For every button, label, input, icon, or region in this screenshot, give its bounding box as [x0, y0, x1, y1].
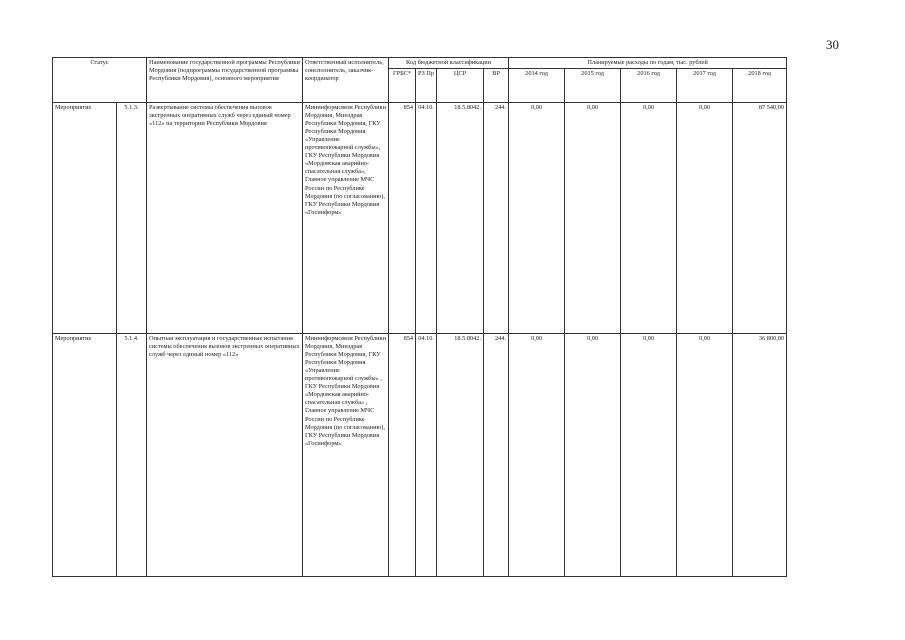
row-responsible: Мининформсвязи Республики Мордовия, Минздрав Республики Мордовия, ГКУ Республики Мордовия «Управление противопожарной службы» , ГКУ Республики Мордовия «Мордовская аварийно-спасательная служба» , Главное управление МЧС России по Республике Мордовия (по согласованию), ГКУ Республики Мордовия «Госинформ» [303, 334, 389, 577]
row-rz: 04.10. [416, 334, 437, 577]
header-year-2018: 2018 год [733, 69, 787, 103]
row-vr: 244. [484, 103, 509, 334]
row-value-2017: 0,00 [677, 103, 733, 334]
page-number: 30 [826, 37, 839, 52]
header-planned: Планируемые расходы по годам, тыс. рублей [509, 58, 787, 69]
header-budget-code: Код бюджетной классификации [389, 58, 509, 69]
row-vr: 244. [484, 334, 509, 577]
row-value-2015: 0,00 [565, 103, 621, 334]
header-vr: ВР [484, 69, 509, 103]
header-rz: РЗ Пр [416, 69, 437, 103]
row-value-2014: 0,00 [509, 103, 565, 334]
header-name: Наименование государственной программы Республики Мордовия (подпрограммы государственной программы Республики Мордовия), основного мероприятия [147, 58, 303, 103]
header-responsible: Ответственный исполнитель, соисполнитель, заказчик-координатор [303, 58, 389, 103]
row-value-2016: 0,00 [621, 334, 677, 577]
row-grbs: 854 [389, 103, 416, 334]
row-grbs: 854 [389, 334, 416, 577]
row-responsible: Мининформсвязи Республики Мордовия, Минздрав Республики Мордовия, ГКУ Республики Мордовия «Управление противопожарной службы», ГКУ Республики Мордовия «Мордовская аварийно-спасательная служба», Главное управление МЧС России по Республике Мордовия (по согласованию), ГКУ Республики Мордовия «Госинформ» [303, 103, 389, 334]
row-number: 5.1.4. [117, 334, 147, 577]
row-number: 5.1.3. [117, 103, 147, 334]
header-status: Статус [53, 58, 147, 103]
header-grbs: ГРБС* [389, 69, 416, 103]
budget-table [52, 57, 787, 577]
row-value-2018: 36 800,00 [733, 334, 787, 577]
row-csr: 18.5.8042. [437, 334, 484, 577]
header-csr: ЦСР [437, 69, 484, 103]
row-value-2016: 0,00 [621, 103, 677, 334]
row-name: Опытная эксплуатация и государственные испытания системы обеспечения вызовов экстренных оперативных служб через единый номер «112» [147, 334, 303, 577]
table-row [53, 334, 787, 577]
row-name: Развертывание системы обеспечения вызовов экстренных оперативных служб через единый номер «112» на территории Республики Мордовия [147, 103, 303, 334]
row-value-2017: 0,00 [677, 334, 733, 577]
header-year-2015: 2015 год [565, 69, 621, 103]
header-year-2016: 2016 год [621, 69, 677, 103]
row-value-2018: 87 540,00 [733, 103, 787, 334]
row-status: Мероприятие [53, 103, 117, 334]
row-rz: 04.10. [416, 103, 437, 334]
table-row [53, 103, 787, 334]
header-year-2017: 2017 год [677, 69, 733, 103]
row-value-2015: 0,00 [565, 334, 621, 577]
row-status: Мероприятие [53, 334, 117, 577]
row-value-2014: 0,00 [509, 334, 565, 577]
header-year-2014: 2014 год [509, 69, 565, 103]
row-csr: 18.5.8042. [437, 103, 484, 334]
